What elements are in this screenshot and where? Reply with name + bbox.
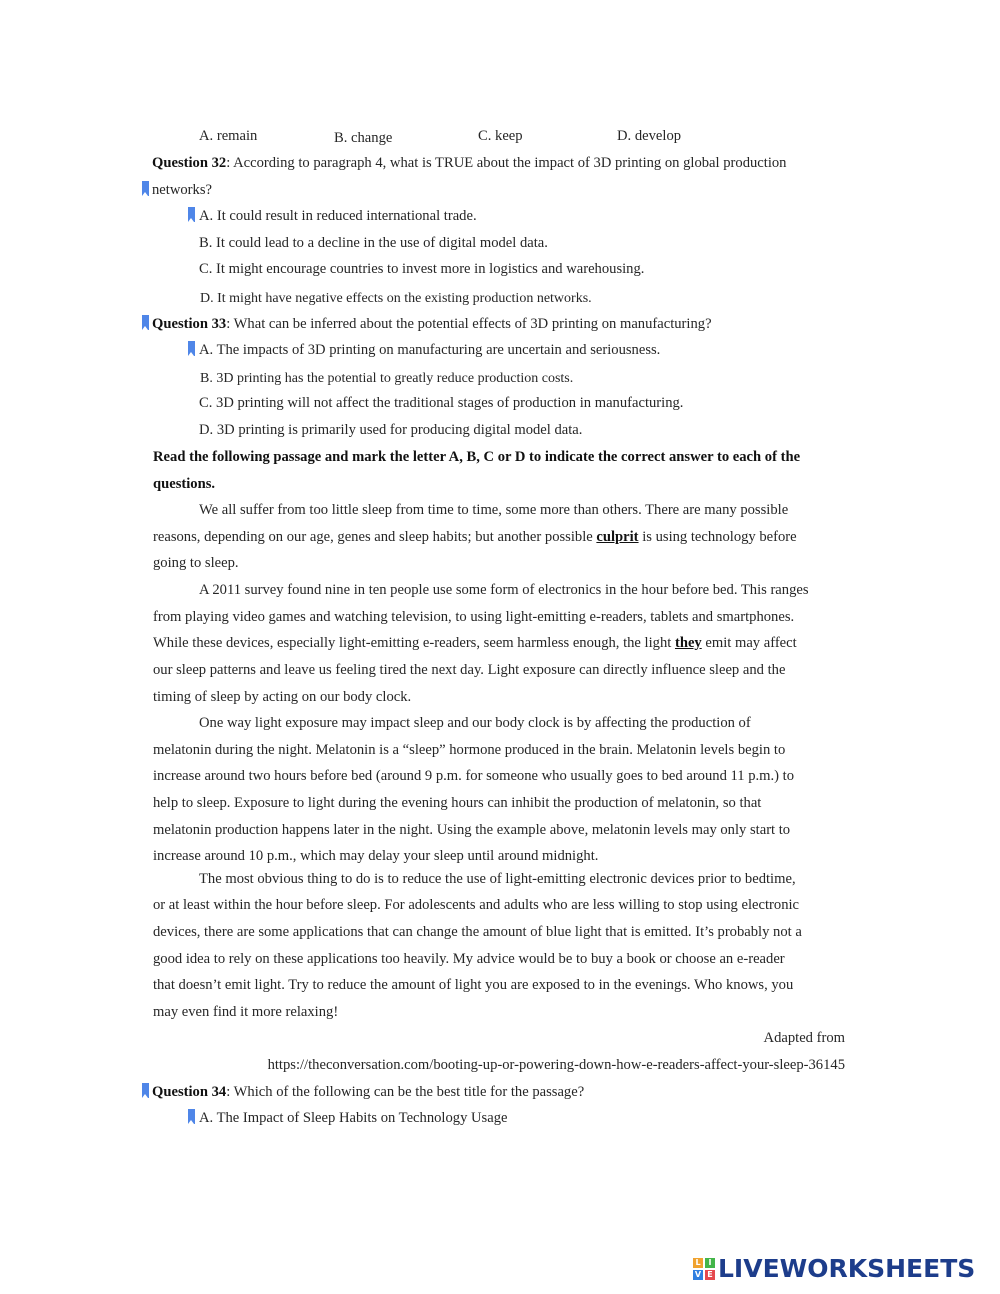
q33-option-d[interactable]: D. 3D printing is primarily used for producing digital model data. bbox=[199, 422, 583, 438]
passage-p2-line1: A 2011 survey found nine in ten people use some form of electronics in the hour before bed. This ranges bbox=[199, 582, 809, 598]
underlined-word-culprit: culprit bbox=[596, 529, 639, 545]
q33-option-a[interactable]: A. The impacts of 3D printing on manufacturing are uncertain and seriousness. bbox=[199, 342, 661, 358]
q31-option-c: C. keep bbox=[478, 128, 523, 144]
source-url: https://theconversation.com/booting-up-or-powering-down-how-e-readers-affect-your-sleep-36145 bbox=[267, 1057, 845, 1073]
q31-option-b: B. change bbox=[334, 130, 393, 146]
bookmark-icon bbox=[188, 1109, 195, 1124]
passage-p1-line2 bbox=[153, 528, 797, 546]
instructions-line2: questions. bbox=[153, 476, 216, 492]
passage-p3-line4: help to sleep. Exposure to light during the evening hours can inhibit the production of melatonin, so that bbox=[153, 795, 762, 811]
passage-p4-line5: that doesn’t emit light. Try to reduce the amount of light you are exposed to in the evenings. Who knows, you bbox=[153, 977, 794, 993]
q32-option-a[interactable]: A. It could result in reduced international trade. bbox=[199, 208, 477, 224]
q32-stem-line2: networks? bbox=[152, 182, 212, 198]
q32-label: Question 32 bbox=[152, 155, 227, 171]
bookmark-icon bbox=[142, 1083, 149, 1098]
bookmark-icon bbox=[142, 181, 149, 196]
q33-option-b[interactable]: B. 3D printing has the potential to greatly reduce production costs. bbox=[200, 371, 574, 386]
bookmark-icon bbox=[142, 315, 149, 330]
q31-option-d: D. develop bbox=[617, 128, 682, 144]
passage-p3-line6: increase around 10 p.m., which may delay your sleep until around midnight. bbox=[153, 848, 599, 864]
passage-p3-line3: increase around two hours before bed (around 9 p.m. for someone who usually goes to bed around 11 p.m.) to bbox=[153, 768, 795, 784]
passage-p2-line2: from playing video games and watching television, to using light-emitting e-readers, tablets and smartphones. bbox=[153, 609, 795, 625]
passage-text: is using technology before bbox=[638, 529, 797, 545]
q32-stem-line1 bbox=[152, 154, 786, 172]
q34-label: Question 34 bbox=[152, 1084, 227, 1100]
bookmark-icon bbox=[188, 207, 195, 222]
bookmark-icon bbox=[188, 341, 195, 356]
q32-option-c[interactable]: C. It might encourage countries to invest more in logistics and warehousing. bbox=[199, 261, 645, 277]
passage-text: reasons, depending on our age, genes and sleep habits; but another possible bbox=[153, 529, 597, 545]
logo-square: L bbox=[693, 1258, 703, 1268]
q32-option-d[interactable]: D. It might have negative effects on the existing production networks. bbox=[200, 291, 592, 306]
q33-label: Question 33 bbox=[152, 316, 227, 332]
logo-square: E bbox=[705, 1270, 715, 1280]
passage-text: emit may affect bbox=[701, 635, 797, 651]
q32-stem-text: : According to paragraph 4, what is TRUE about the impact of 3D printing on global production bbox=[226, 155, 787, 171]
passage-p2-line5: timing of sleep by acting on our body clock. bbox=[153, 689, 412, 705]
passage-p1-line3: going to sleep. bbox=[153, 555, 239, 571]
q32-option-b[interactable]: B. It could lead to a decline in the use of digital model data. bbox=[199, 235, 548, 251]
q34-stem bbox=[152, 1083, 584, 1101]
q33-option-c[interactable]: C. 3D printing will not affect the traditional stages of production in manufacturing. bbox=[199, 395, 684, 411]
passage-p4-line1: The most obvious thing to do is to reduce the use of light-emitting electronic devices prior to bedtime, bbox=[199, 871, 796, 887]
q34-stem-text: : Which of the following can be the best title for the passage? bbox=[226, 1084, 585, 1100]
logo-square: I bbox=[705, 1258, 715, 1268]
q34-option-a[interactable]: A. The Impact of Sleep Habits on Technology Usage bbox=[199, 1110, 508, 1126]
passage-p1-line1: We all suffer from too little sleep from time to time, some more than others. There are many possible bbox=[199, 502, 789, 518]
passage-p4-line2: or at least within the hour before sleep. For adolescents and adults who are less willing to stop using electronic bbox=[153, 897, 800, 913]
logo-squares-icon bbox=[693, 1258, 715, 1280]
passage-p4-line4: good idea to rely on these applications too heavily. My advice would be to buy a book or choose an e-reader bbox=[153, 951, 785, 967]
q33-stem-text: : What can be inferred about the potential effects of 3D printing on manufacturing? bbox=[226, 316, 712, 332]
passage-text: While these devices, especially light-emitting e-readers, seem harmless enough, the light bbox=[153, 635, 675, 651]
passage-p4-line3: devices, there are some applications that can change the amount of blue light that is emitted. It’s probably not a bbox=[153, 924, 802, 940]
passage-p4-line6: may even find it more relaxing! bbox=[153, 1004, 339, 1020]
passage-p3-line2: melatonin during the night. Melatonin is a “sleep” hormone produced in the brain. Melatonin levels begin to bbox=[153, 742, 786, 758]
logo-square: V bbox=[694, 1270, 702, 1279]
passage-p2-line4: our sleep patterns and leave us feeling tired the next day. Light exposure can directly influence sleep and the bbox=[153, 662, 786, 678]
passage-p2-line3 bbox=[153, 634, 797, 652]
instructions-line1: Read the following passage and mark the letter A, B, C or D to indicate the correct answer to each of the bbox=[153, 449, 801, 465]
liveworksheets-logo bbox=[693, 1254, 975, 1284]
passage-p3-line5: melatonin production happens later in the night. Using the example above, melatonin levels may only start to bbox=[153, 822, 791, 838]
source-label: Adapted from bbox=[763, 1030, 845, 1046]
q31-option-a: A. remain bbox=[199, 128, 258, 144]
q33-stem bbox=[152, 315, 712, 333]
underlined-word-they: they bbox=[674, 635, 702, 651]
logo-text: LIVEWORKSHEETS bbox=[718, 1254, 976, 1283]
passage-p3-line1: One way light exposure may impact sleep and our body clock is by affecting the production of bbox=[199, 715, 751, 731]
